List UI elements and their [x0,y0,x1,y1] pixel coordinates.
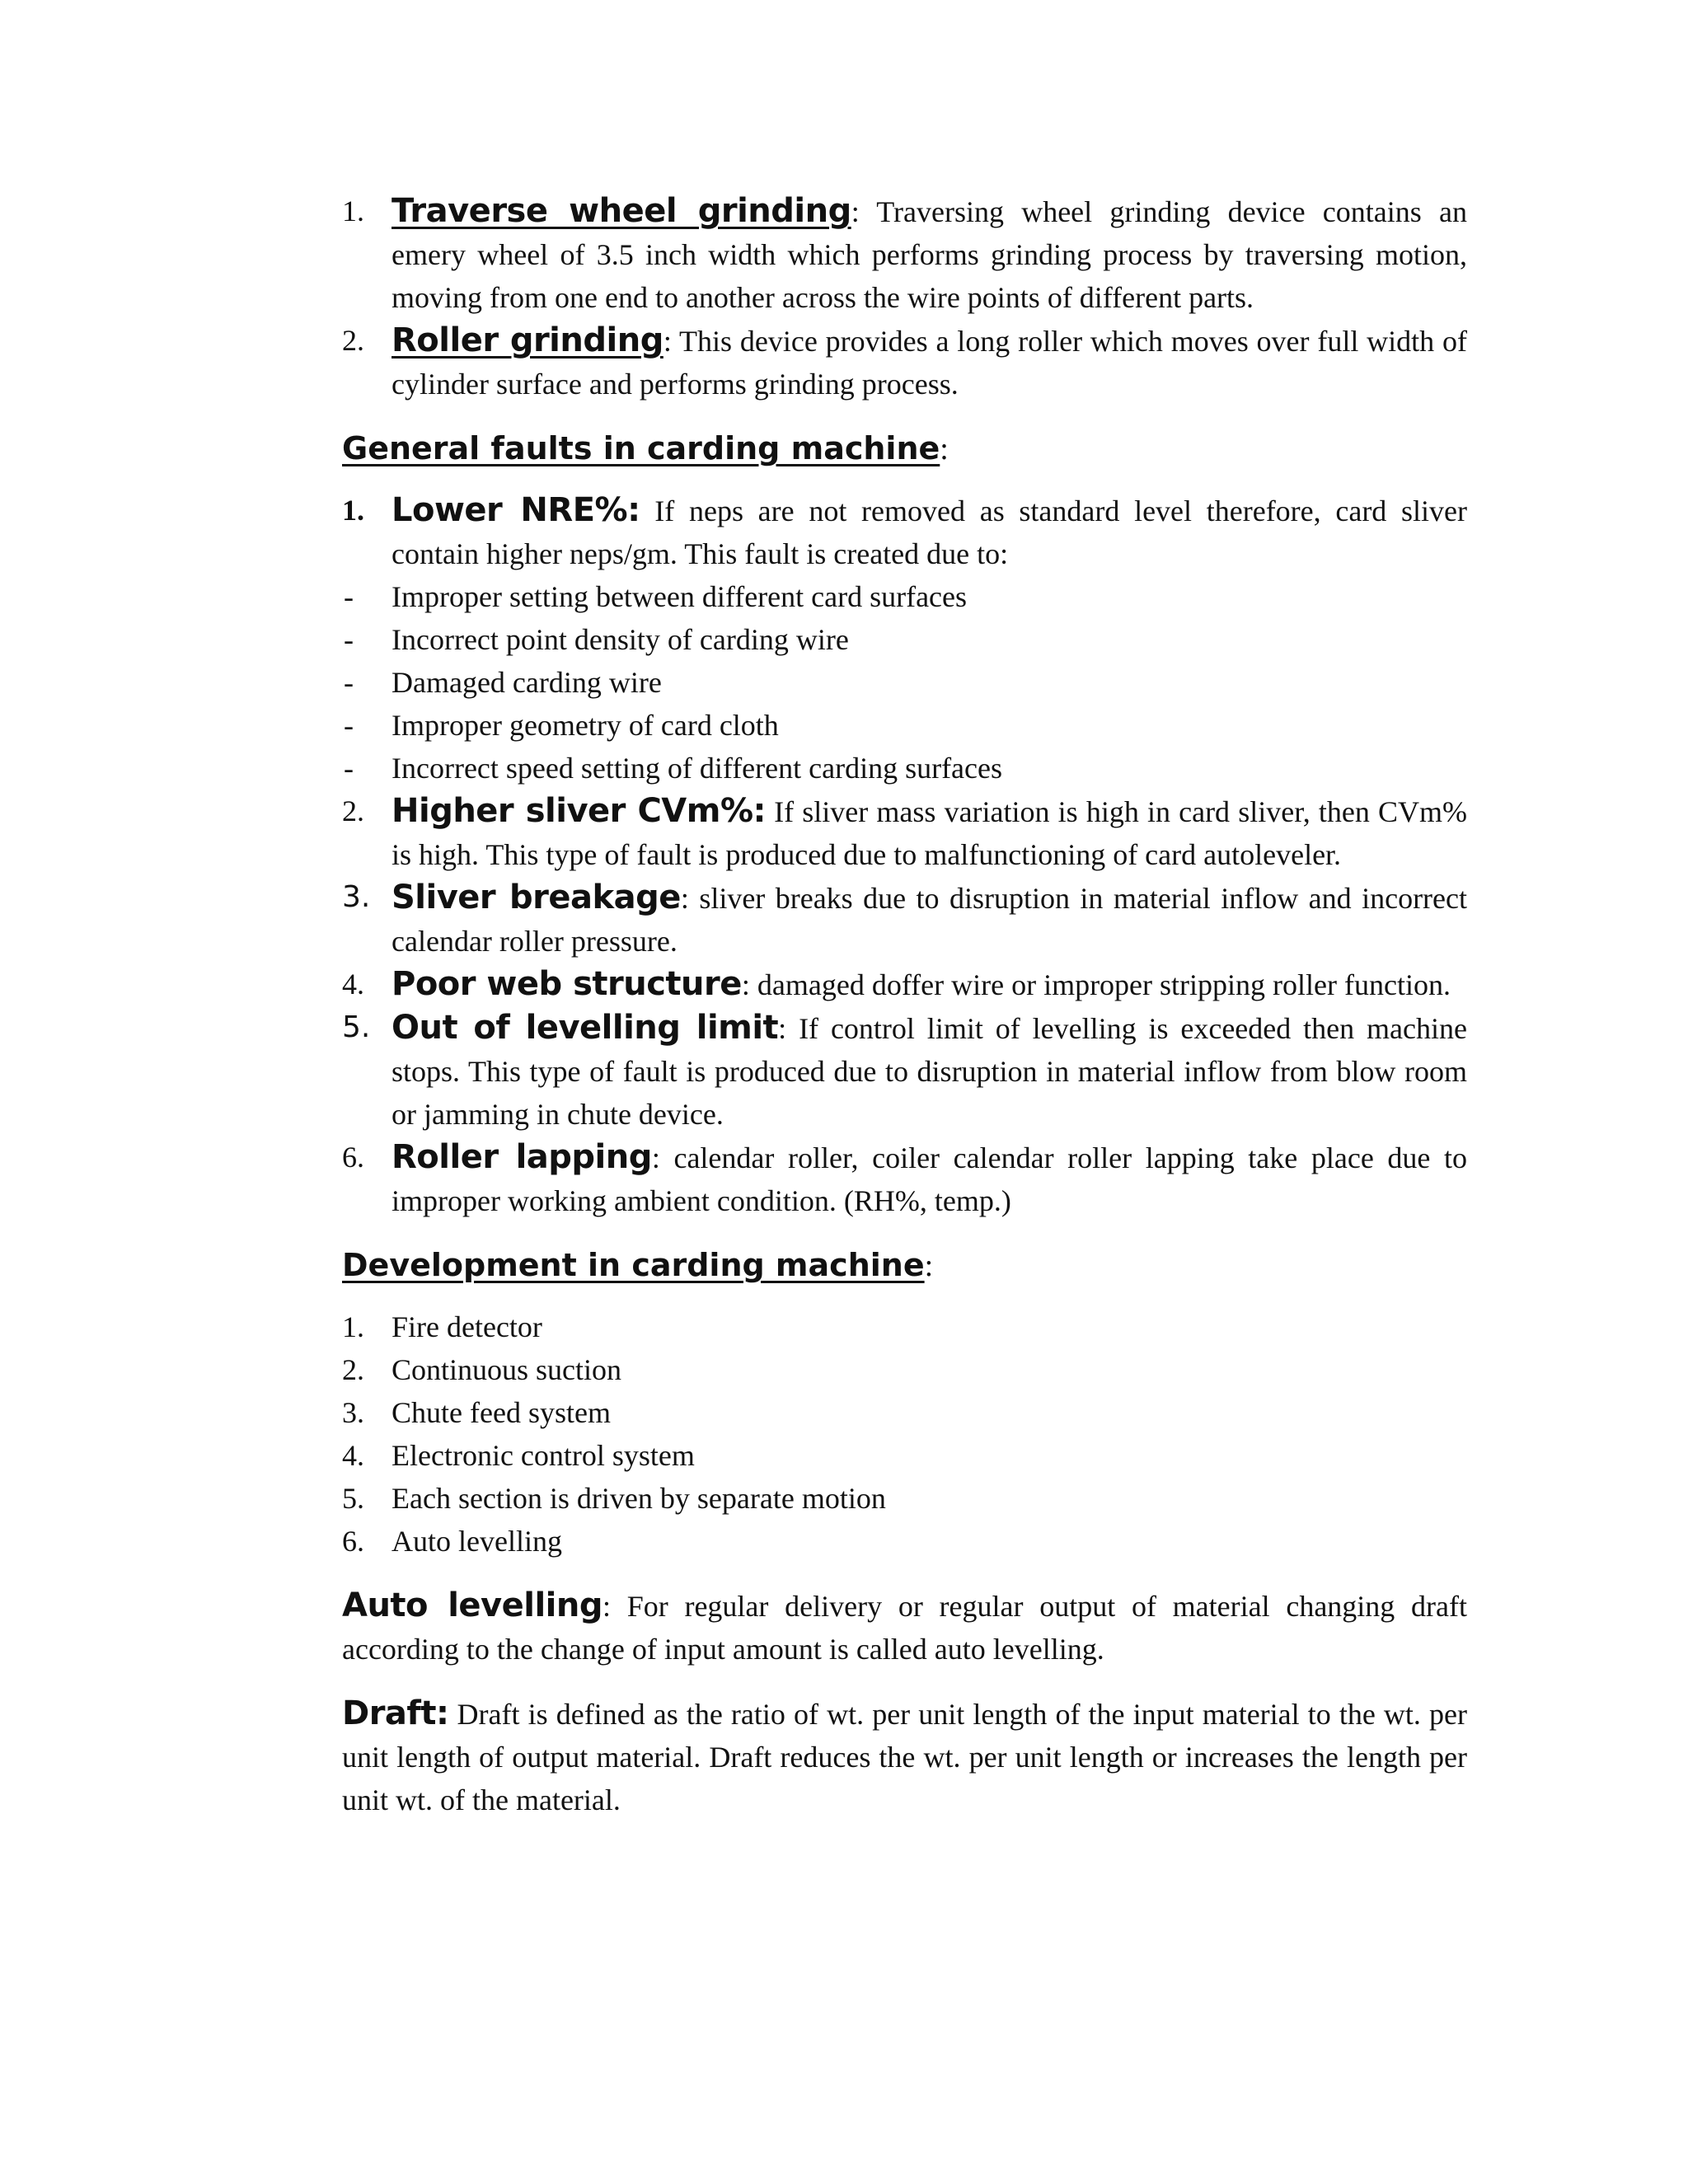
list-item [342,319,1467,405]
paragraph-auto-levelling [342,1584,1467,1671]
section-heading-general-faults: General faults in carding machine: [342,430,949,466]
definition-text: : If control limit of levelling is exceeded then machine stops. This type of fault is produced due to disruption in material inflow from blow room or jamming in chute device. [392,1012,1467,1131]
list-item [342,1006,1467,1136]
list-item: 3. Chute feed system [342,1391,1467,1434]
definition-text: : calendar roller, coiler calendar roller lapping take place due to improper working ambient condition. (RH%, temp.) [392,1141,1467,1217]
list-item: - Incorrect point density of carding wire [342,618,1467,661]
dash-bullet: - [344,580,354,613]
definition-text: : damaged doffer wire or improper stripping roller function. [741,968,1451,1001]
list-item [342,1136,1467,1222]
grinding-methods-list [342,190,1467,405]
list-number: 6. [342,1141,364,1174]
term-traverse-wheel-grinding: Traverse wheel grinding [392,192,851,230]
list-item: 4. Electronic control system [342,1434,1467,1477]
list-item [342,876,1467,963]
term-roller-grinding: Roller grinding [392,321,663,359]
list-number: 6. [342,1525,364,1558]
list-number: 1. [342,194,364,227]
term-draft: Draft: [342,1694,449,1732]
list-number: 5. [342,1482,364,1515]
list-item [342,489,1467,575]
definition-text: : sliver breaks due to disruption in material inflow and incorrect calendar roller pressure. [392,882,1468,958]
faults-list-continued [342,790,1467,1222]
list-item: - Damaged carding wire [342,661,1467,704]
term-sliver-breakage: Sliver breakage [392,879,681,916]
list-number: 5. [342,1010,371,1044]
definition-text: : For regular delivery or regular output of material changing draft according to the change of input amount is called auto levelling. [342,1590,1467,1666]
definition-text: Draft is defined as the ratio of wt. per unit length of the input material to the wt. per unit length of output material. Draft reduces the wt. per unit length or increases the length per unit wt. of the material. [342,1698,1467,1816]
term-poor-web-structure: Poor web structure [392,965,742,1003]
list-number: 2. [342,794,364,827]
list-number: 3. [342,880,371,914]
list-number: 3. [342,1396,364,1429]
list-item [342,963,1467,1006]
dash-bullet: - [344,709,354,742]
list-number: 4. [342,968,364,1001]
term-auto-levelling: Auto levelling [342,1586,603,1624]
definition-text: If sliver mass variation is high in card sliver, then CVm% is high. This type of fault is produced due to malfunctioning of card autoleveler. [392,795,1468,871]
list-number: 2. [342,324,364,357]
dash-bullet: - [344,666,354,699]
list-item: 1. Fire detector [342,1305,1467,1348]
list-item [342,190,1467,319]
term-out-of-levelling-limit: Out of levelling limit [392,1009,779,1047]
list-item: - Improper setting between different card surfaces [342,575,1467,618]
list-number: 2. [342,1353,364,1386]
list-number: 1. [342,1310,364,1343]
term-lower-nre: Lower NRE%: [392,491,640,529]
list-number: 4. [342,1439,364,1472]
definition-text: : This device provides a long roller which moves over full width of cylinder surface and performs grinding process. [392,325,1467,401]
section-heading-development: Development in carding machine: [342,1247,934,1283]
development-list [342,1305,1467,1563]
definition-text: : Traversing wheel grinding device contains an emery wheel of 3.5 inch width which performs grinding process by traversing motion, moving from one end to another across the wire points of different parts. [392,195,1467,314]
document-page [342,190,1467,1821]
list-item: 6. Auto levelling [342,1520,1467,1563]
dash-bullet: - [344,752,354,785]
list-item: - Incorrect speed setting of different carding surfaces [342,747,1467,790]
faults-list [342,489,1467,575]
term-higher-sliver-cvm: Higher sliver CVm%: [392,792,767,830]
term-roller-lapping: Roller lapping [392,1138,652,1176]
definition-text: If neps are not removed as standard level therefore, card sliver contain higher neps/gm. This fault is created due to: [392,494,1467,570]
list-item: - Improper geometry of card cloth [342,704,1467,747]
paragraph-draft [342,1692,1467,1821]
list-item: 2. Continuous suction [342,1348,1467,1391]
list-item [342,790,1467,876]
fault-causes-list [342,575,1467,790]
list-number: 1. [342,494,364,527]
dash-bullet: - [344,623,354,656]
list-item: 5. Each section is driven by separate motion [342,1477,1467,1520]
